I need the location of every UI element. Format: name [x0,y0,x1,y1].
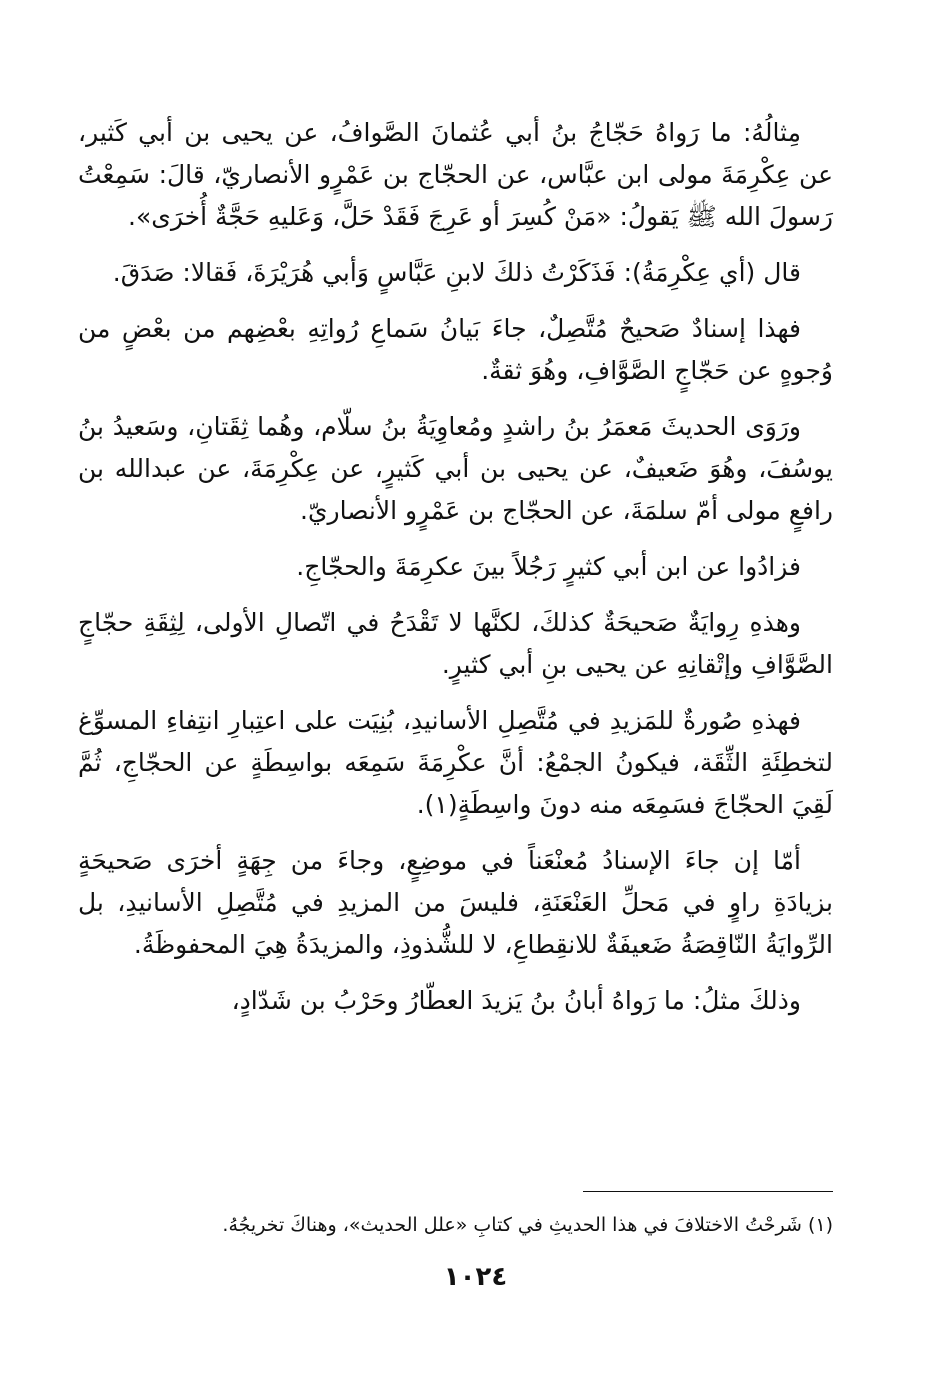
paragraph-2: قال (أي عِكْرِمَةُ): فَذَكَرْتُ ذلكَ لابنِ عَبَّاسٍ وَأبي هُرَيْرَةَ، فَقالا: صَدَقَ. [112,258,801,287]
paragraph-5: فزادُوا عن ابن أبي كثيرٍ رَجُلاً بينَ عكرِمَةَ والحجّاجِ. [296,552,801,581]
paragraph-8: أمّا إن جاءَ الإسنادُ مُعنْعَناً في موضِعٍ، وجاءَ من جِهَةٍ أخرَى صَحيحَةٍ بزيادَةِ راوٍ في مَحلِّ العَنْعَنَةِ، فليسَ من المزيدِ في مُتَّصِلِ الأسانيدِ، بل الرِّوايَةُ النّاقِصَةُ ضَعيفَةٌ للانقِطاعِ، لا للشُّذوذِ، والمزيدَةُ هِيَ المحفوظَةُ. [78,846,833,959]
paragraph-9: وذلكَ مثلُ: ما رَواهُ أبانُ بنُ يَزيدَ العطّارُ وحَرْبُ بن شَدّادٍ، [231,986,801,1015]
paragraph-4: ورَوَى الحديثَ مَعمَرُ بنُ راشدٍ ومُعاوِيَةُ بنُ سلّام، وهُما ثِقَتانِ، وسَعيدُ بنُ يوسُفَ، وهُوَ ضَعيفٌ، عن يحيى بن أبي كَثيرٍ، عن عِكْرِمَةَ، عن عبدالله بن رافعٍ مولى أمّ سلمَةَ، عن الحجّاج بن عَمْرٍو الأنصاريّ. [78,412,833,525]
paragraph-1: مِثالُهُ: ما رَواهُ حَجّاجُ بنُ أبي عُثمانَ الصَّوافُ، عن يحيى بن أبي كَثير، عن عِكْرِمَةَ مولى ابن عبَّاس، عن الحجّاج بن عَمْرٍو الأنصاريّ، قالَ: سَمِعْتُ رَسولَ الله ﷺ يَقولُ: «مَنْ كُسِرَ أو عَرِجَ فَقَدْ حَلَّ، وَعَليهِ حَجَّةٌ أُخرَى». [78,118,833,231]
footnote: (١) شَرحْتُ الاختلافَ في هذا الحديثِ في كتابِ «علل الحديث»، وهناكَ تخريجُهُ. [222,1214,833,1236]
footnote-divider [583,1191,833,1192]
paragraph-7: فهذهِ صُورةٌ للمَزيدِ في مُتَّصِلِ الأسانيدِ، بُنِيَت على اعتِبارِ انتِفاءِ المسوِّغ لتخطِئَةِ الثِّقَة، فيكونُ الجمْعُ: أنَّ عكْرِمَةَ سَمِعَه بواسِطَةٍ عن الحجّاجِ، ثُمَّ لَقِيَ الحجّاجَ فسَمِعَه منه دونَ واسِطَةٍ(١). [78,706,833,819]
paragraph-3: فهذا إسنادٌ صَحيحٌ مُتَّصِلٌ، جاءَ بَيانُ سَماعِ رُواتِهِ بعْضِهم من بعْضٍ من وُجوهٍ عن حَجّاجٍ الصَّوَّافِ، وهُوَ ثقةٌ. [78,314,833,385]
main-text [78,112,833,1036]
paragraph-6: وهذهِ رِوايَةٌ صَحيحَةٌ كذلكَ، لكنَّها لا تَقْدَحُ في اتّصالِ الأولى، لِثِقَةِ حجّاجٍ الصَّوَّافِ وإتْقانِهِ عن يحيى بنِ أبي كثيرٍ. [78,608,833,679]
page-number: ١٠٢٤ [443,1262,508,1292]
